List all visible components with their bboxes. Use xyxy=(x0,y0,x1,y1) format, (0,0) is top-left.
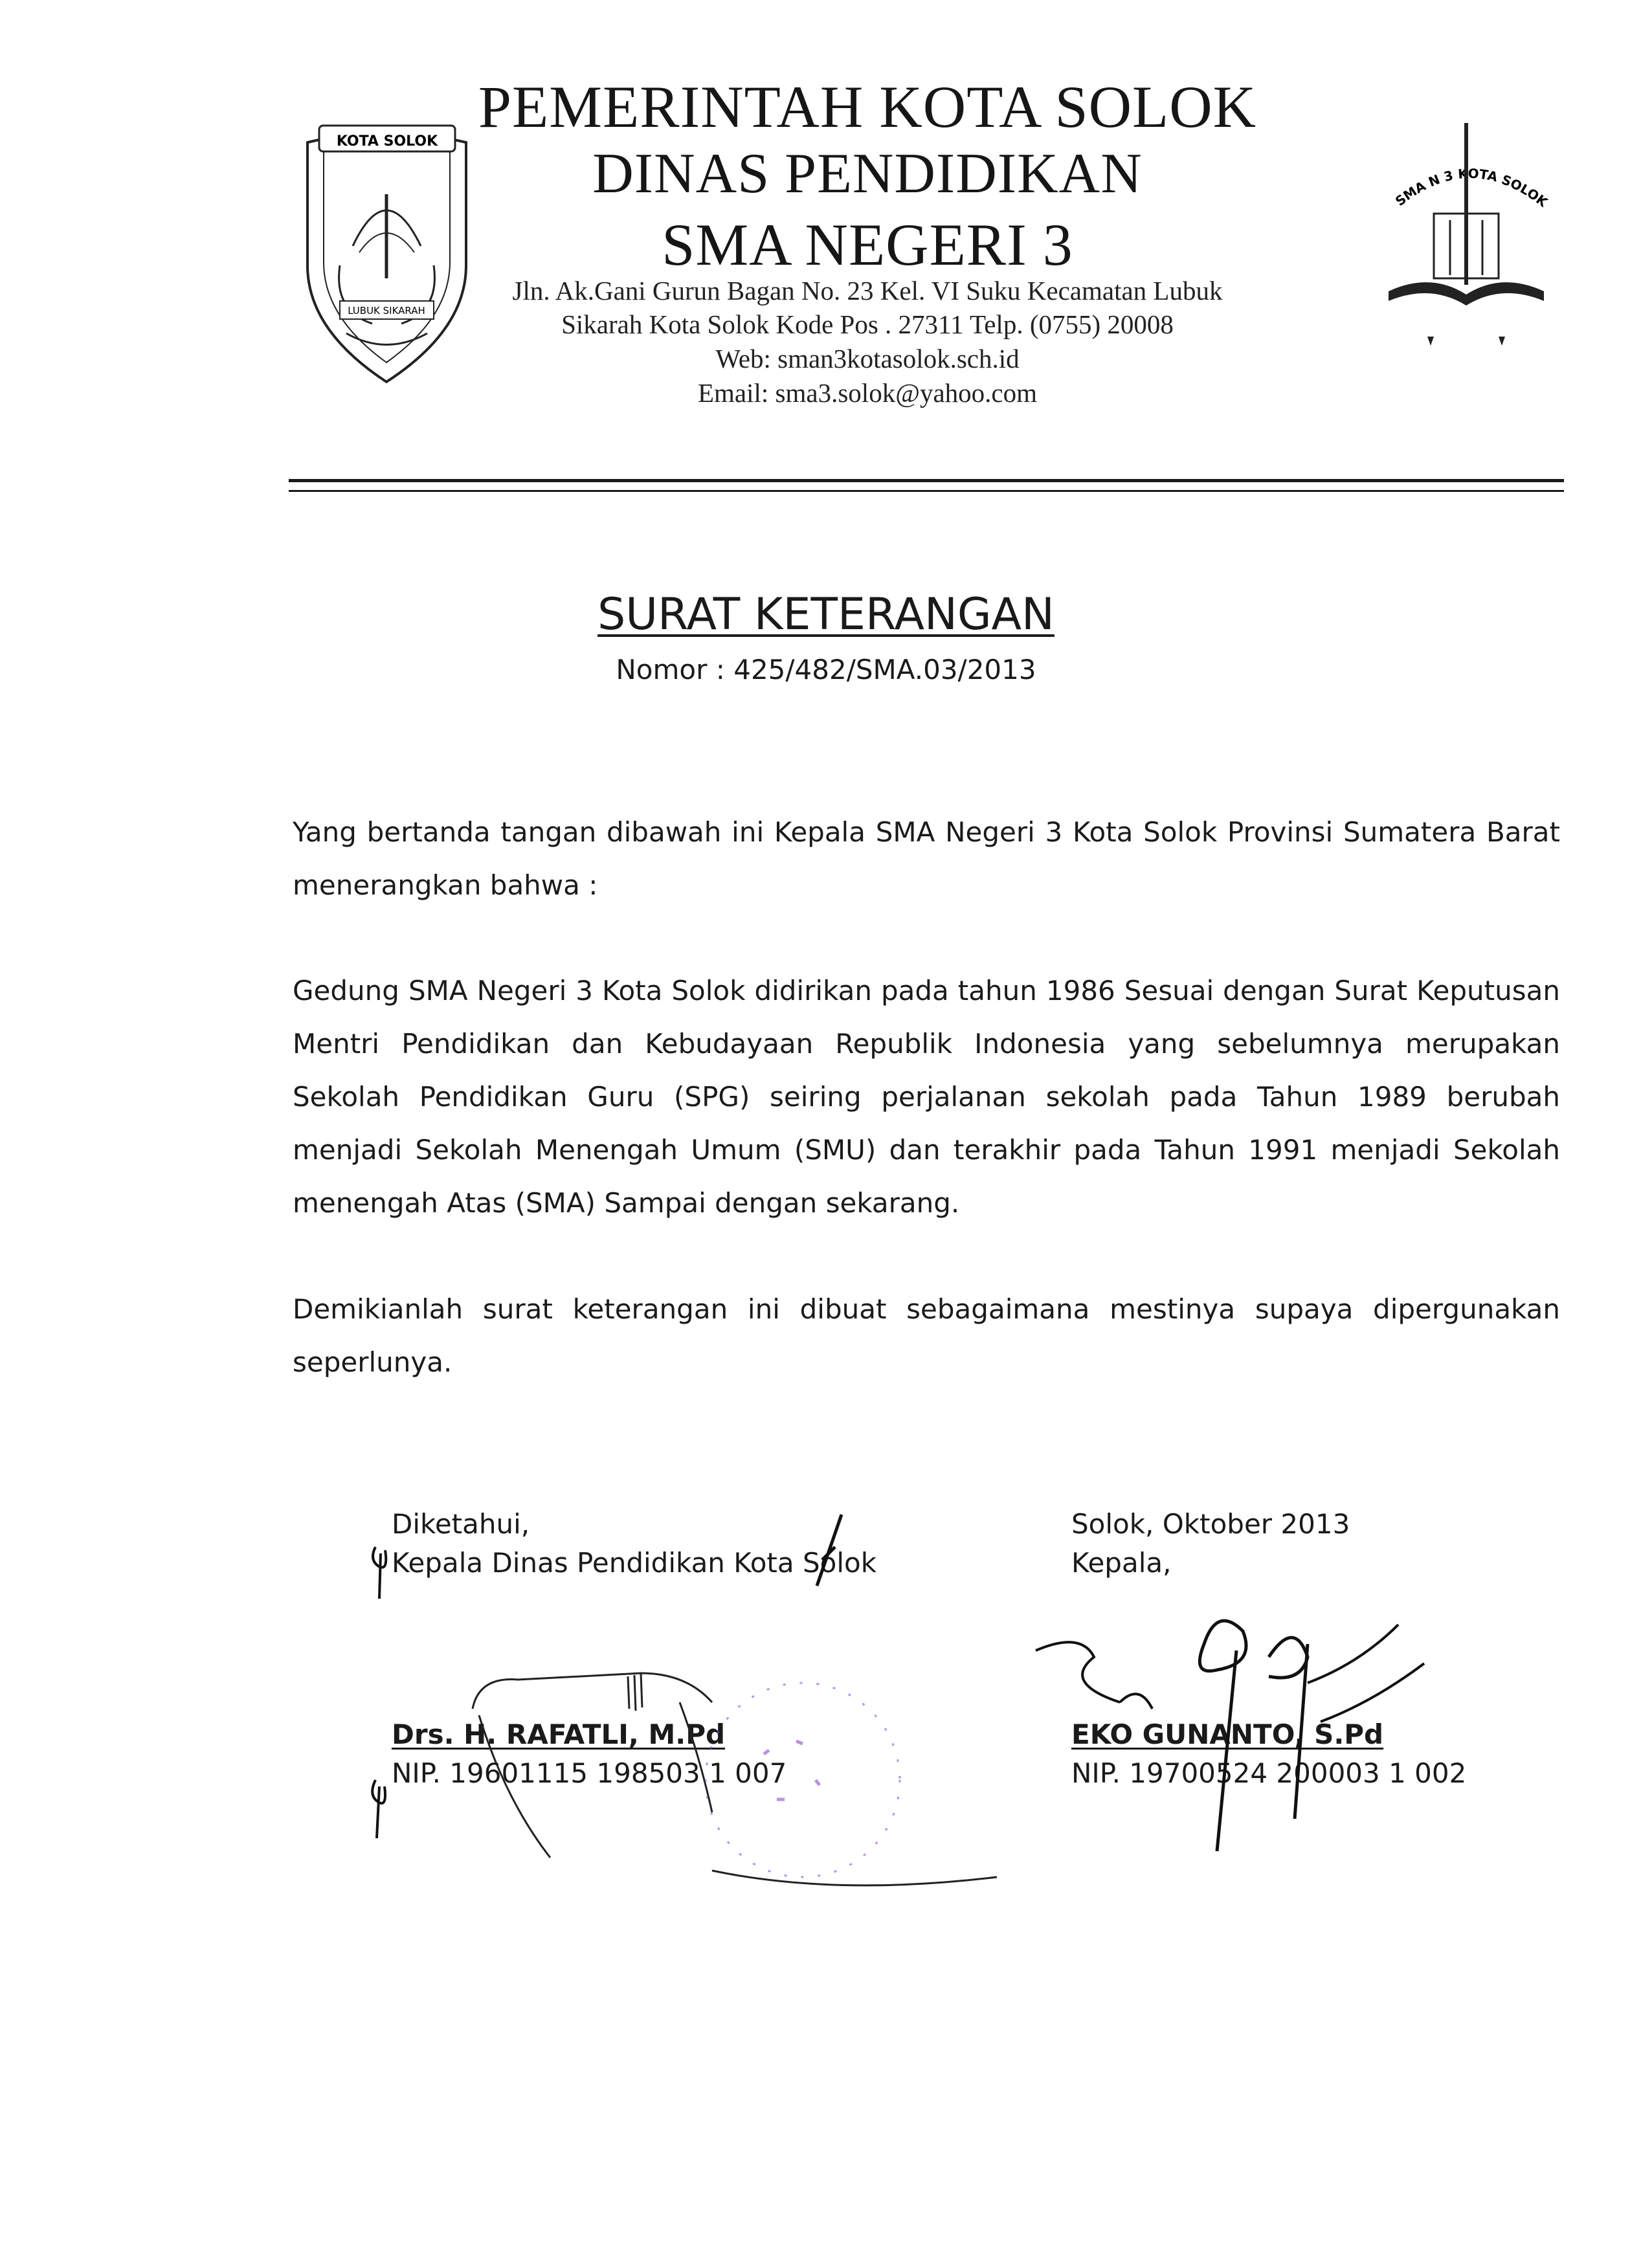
emblem-ribbon-text: LUBUK SIKARAH xyxy=(348,305,425,317)
document-title: SURAT KETERANGAN xyxy=(597,589,1055,640)
letterhead-email: Email: sma3.solok@yahoo.com xyxy=(698,378,1037,408)
letterhead-address-line-1: Jln. Ak.Gani Gurun Bagan No. 23 Kel. VI Suku Kecamatan Lubuk xyxy=(512,276,1223,306)
document-number: Nomor : 425/482/SMA.03/2013 xyxy=(616,654,1036,685)
sig-right-name: EKO GUNANTO, S.Pd xyxy=(1071,1718,1384,1750)
sig-left-position: Kepala Dinas Pendidikan Kota Solok xyxy=(392,1547,877,1579)
sig-right-position: Kepala, xyxy=(1071,1547,1172,1579)
letterhead-web: Web: sman3kotasolok.sch.id xyxy=(715,344,1020,373)
letterhead-divider-thick xyxy=(289,479,1564,482)
body-paragraph-3: Demikianlah surat keterangan ini dibuat sebagaimana mestinya supaya dipergunakan seperlunya. xyxy=(293,1293,1560,1378)
sma-emblem xyxy=(1379,117,1560,362)
body-paragraph-1: Yang bertanda tangan dibawah ini Kepala SMA Negeri 3 Kota Solok Provinsi Sumatera Barat menerangkan bahwa : xyxy=(293,816,1560,901)
sig-left-name: Drs. H. RAFATLI, M.Pd xyxy=(392,1718,726,1750)
body-paragraph-2: Gedung SMA Negeri 3 Kota Solok didirikan pada tahun 1986 Sesuai dengan Surat Keputusan Mentri Pendidikan dan Kebudayaan Republik Indonesia yang sebelumnya merupakan Sekolah Pendidikan Guru (SPG) seiring perjalanan sekolah pada Tahun 1989 berubah menjadi Sekolah Menengah Umum (SMU) dan terakhir pada Tahun 1991 menjadi Sekolah menengah Atas (SMA) Sampai dengan sekarang. xyxy=(293,975,1560,1219)
sig-right-nip: NIP. 19700524 200003 1 002 xyxy=(1071,1757,1467,1789)
right-signature-drawing xyxy=(1023,1605,1476,1877)
sig-left-nip: NIP. 19601115 198503 1 007 xyxy=(392,1757,787,1789)
emblem-text-kota-solok: KOTA SOLOK xyxy=(336,133,438,150)
sig-left-acknowledged: Diketahui, xyxy=(392,1508,530,1540)
letterhead-address-line-2: Sikarah Kota Solok Kode Pos . 27311 Telp. (0755) 20008 xyxy=(561,309,1174,339)
letterhead-divider-thin xyxy=(289,490,1564,492)
letterhead-school: SMA NEGERI 3 xyxy=(662,212,1073,278)
sig-right-place-date: Solok, Oktober 2013 xyxy=(1071,1508,1350,1540)
emblem-text-sma: SMA N 3 KOTA SOLOK xyxy=(1392,165,1551,210)
letterhead-department: DINAS PENDIDIKAN xyxy=(592,142,1143,205)
letterhead-government: PEMERINTAH KOTA SOLOK xyxy=(478,74,1257,140)
left-signature-drawing xyxy=(350,1508,1062,1832)
